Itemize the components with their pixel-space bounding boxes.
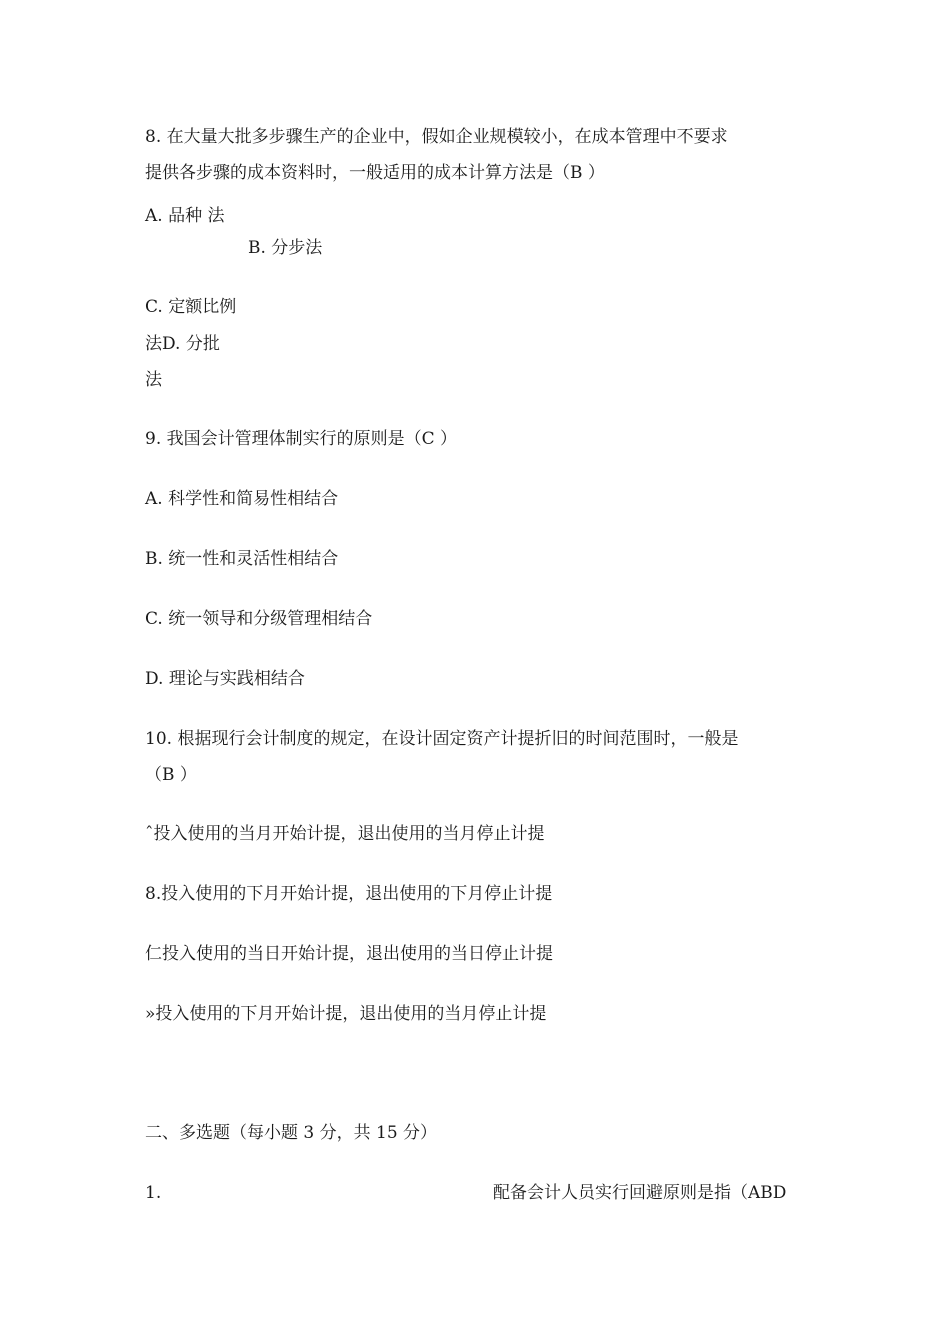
q8-stem-line1: 8. 在大量大批多步骤生产的企业中，假如企业规模较小，在成本管理中不要求: [145, 127, 728, 147]
q10-option-d: »投入使用的下月开始计提，退出使用的当月停止计提: [145, 1004, 547, 1024]
q10-option-a: ˆ投入使用的当月开始计提，退出使用的当月停止计提: [145, 824, 545, 844]
q8-option-a: A. 品种 法: [145, 206, 225, 226]
q10-option-c: 仁投入使用的当日开始计提，退出使用的当日停止计提: [145, 944, 553, 964]
q9-option-d: D. 理论与实践相结合: [145, 669, 305, 689]
q8-option-c: C. 定额比例: [145, 297, 237, 317]
q10-option-b: 8.投入使用的下月开始计提，退出使用的下月停止计提: [145, 884, 553, 904]
q9-option-a: A. 科学性和简易性相结合: [145, 489, 339, 509]
section-2-title: 二、多选题（每小题 3 分，共 15 分）: [145, 1123, 438, 1143]
q9-stem: 9. 我国会计管理体制实行的原则是（C ）: [145, 429, 458, 449]
q8-option-c-continued: 法D. 分批: [145, 334, 220, 354]
q9-option-c: C. 统一领导和分级管理相结合: [145, 609, 373, 629]
q10-stem-line2: （B ）: [145, 765, 197, 785]
section-2-q1-number: 1.: [145, 1183, 162, 1203]
q10-stem-line1: 10. 根据现行会计制度的规定，在设计固定资产计提折旧的时间范围时，一般是: [145, 729, 739, 749]
q8-option-d-continued: 法: [145, 370, 162, 390]
q8-option-b: B. 分步法: [248, 238, 323, 258]
section-2-q1-text: 配备会计人员实行回避原则是指（ABD: [493, 1183, 787, 1203]
q9-option-b: B. 统一性和灵活性相结合: [145, 549, 339, 569]
q8-stem-line2: 提供各步骤的成本资料时，一般适用的成本计算方法是（B ）: [145, 163, 605, 183]
